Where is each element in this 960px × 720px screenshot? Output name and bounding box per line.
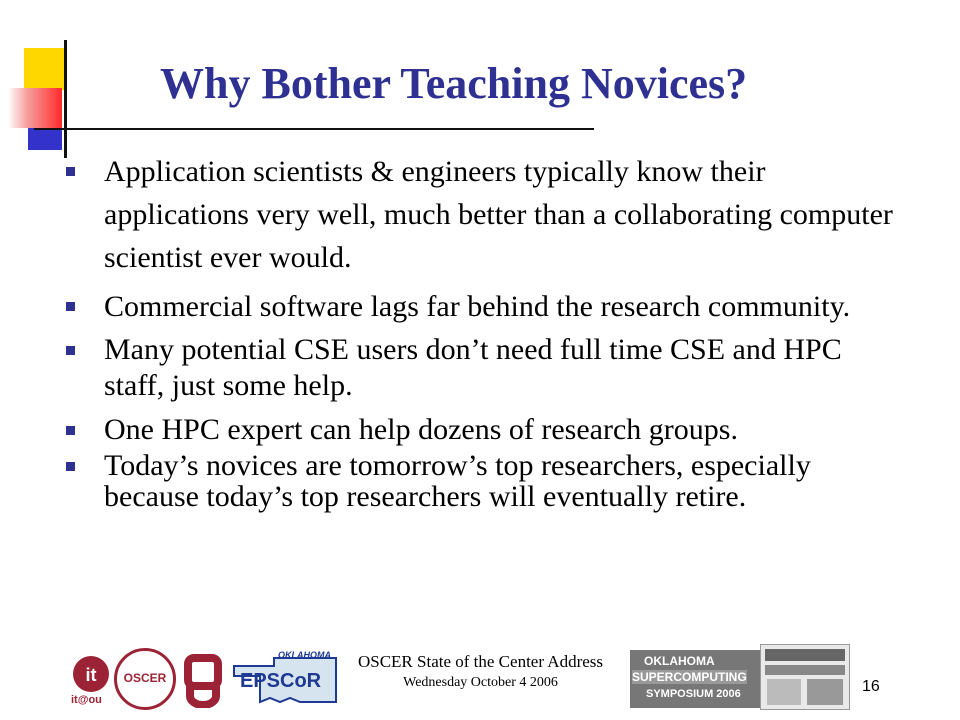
bullet-item [66, 150, 906, 279]
bullet-text: Today’s novices are tomorrow’s top researchers, especially because today’s top researchers will eventually retire. [104, 449, 811, 513]
decor-vertical-line [64, 40, 67, 158]
svg-text:it: it [85, 665, 97, 685]
footer-date: Wednesday October 4 2006 [403, 675, 558, 690]
decor-red-square [8, 88, 62, 128]
ou-logo [182, 652, 224, 708]
bullet-text: Commercial software lags far behind the research community. [104, 290, 851, 323]
footer-caption [333, 651, 628, 693]
symposium-line3: SYMPOSIUM 2006 [646, 688, 741, 700]
epscor-logo [230, 650, 340, 708]
symposium-logo [630, 650, 760, 708]
bullet-item [66, 285, 906, 328]
itatou-logo [70, 654, 112, 708]
oscer-logo-text: OSCER [123, 671, 167, 685]
slide-title: Why Bother Teaching Novices? [160, 59, 748, 108]
bullet-item [66, 450, 906, 512]
epscor-logo-text: EPSCoR [240, 670, 322, 692]
title-underline [34, 128, 594, 130]
symposium-line1: OKLAHOMA [644, 654, 715, 668]
decor-yellow-square [24, 48, 66, 90]
bullet-text: Many potential CSE users don’t need full time CSE and HPC staff, just some help. [104, 333, 842, 402]
bullet-item [66, 412, 906, 448]
itatou-logo-text: it@ou [71, 694, 102, 706]
epscor-state-text: OKLAHOMA [278, 650, 331, 660]
symposium-line2: SUPERCOMPUTING [632, 670, 747, 684]
page-number: 16 [862, 678, 880, 695]
oscer-logo [114, 648, 176, 710]
decor-blue-square [28, 128, 62, 150]
symposium-logo-small [760, 644, 850, 710]
footer-event: OSCER State of the Center Address [357, 652, 604, 671]
square-bullet-icon [66, 426, 75, 435]
square-bullet-icon [66, 462, 75, 471]
bullet-item [66, 332, 906, 404]
square-bullet-icon [66, 167, 75, 176]
square-bullet-icon [66, 346, 75, 355]
bullet-list [66, 150, 906, 512]
square-bullet-icon [66, 302, 75, 311]
bullet-text: Application scientists & engineers typically know their applications very well, much better than a collaborating computer scientist ever would. [104, 155, 893, 274]
bullet-text: One HPC expert can help dozens of research groups. [104, 413, 738, 446]
